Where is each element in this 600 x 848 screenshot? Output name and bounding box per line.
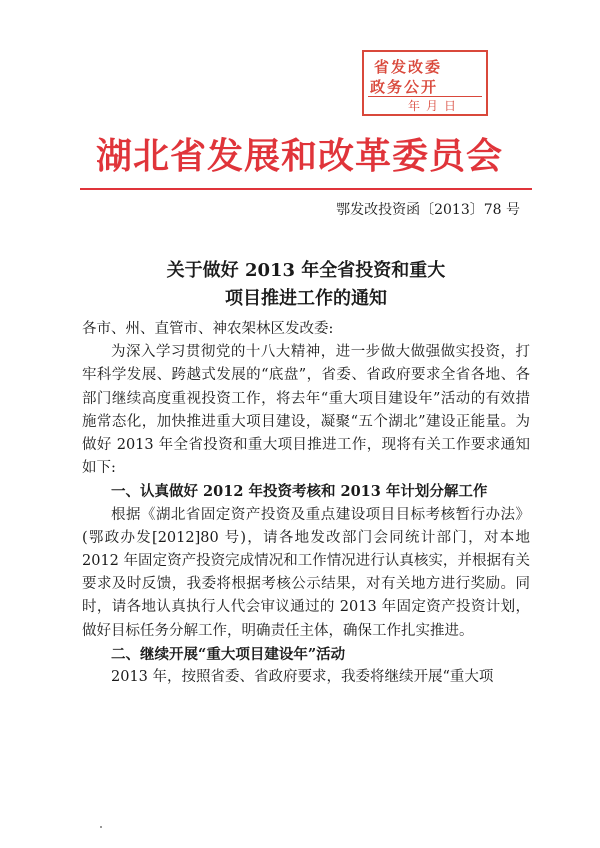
paragraph-section-1: 根据《湖北省固定资产投资及重点建设项目目标考核暂行办法》(鄂政办发[2012]80 号)，请各地发改部门会同统计部门，对本地 2012 年固定资产投资完成情况和工作情况进行认真核实，并根据有关要求及时反馈，我委将根据考核公示结果，对有关地方进行奖励。同时，请各地认真执行人代会审议通过的 2013 年固定资产投资计划，做好目标任务分解工作，明确责任主体，确保工作扎实推进。 bbox=[82, 506, 530, 639]
document-title-line-2: 项目推进工作的通知 bbox=[225, 288, 387, 309]
paragraph-intro: 为深入学习贯彻党的十八大精神，进一步做大做强做实投资，打牢科学发展、跨越式发展的“底盘”，省委、省政府要求全省各地、各部门继续高度重视投资工作，将去年“重大项目建设年”活动的有效措施常态化，加快推进重大项目建设，凝聚“五个湖北”建设正能量。为做好 2013 年全省投资和重大项目推进工作，现将有关工作要求通知如下: bbox=[82, 344, 530, 477]
stamp-line-2: 政务公开 bbox=[370, 78, 439, 96]
document-number: 鄂发改投资函〔2013〕78 号 bbox=[336, 202, 520, 218]
section-heading-1: 一、认真做好 2012 年投资考核和 2013 年计划分解工作 bbox=[111, 483, 488, 501]
addressee: 各市、州、直管市、神农架林区发改委: bbox=[82, 321, 334, 337]
header-red-rule bbox=[80, 188, 532, 190]
paragraph-section-2: 2013 年，按照省委、省政府要求，我委将继续开展“重大项 bbox=[111, 669, 494, 686]
organization-name: 湖北省发展和改革委员会 bbox=[96, 136, 504, 177]
stamp-line-1: 省发改委 bbox=[374, 58, 443, 76]
scan-speck bbox=[100, 826, 102, 828]
stamp-date-line: 年月日 bbox=[408, 99, 463, 113]
public-disclosure-stamp bbox=[362, 50, 488, 116]
section-heading-2: 二、继续开展“重大项目建设年”活动 bbox=[111, 645, 346, 663]
document-body bbox=[82, 318, 530, 689]
document-title-line-1: 关于做好 2013 年全省投资和重大 bbox=[166, 260, 446, 281]
